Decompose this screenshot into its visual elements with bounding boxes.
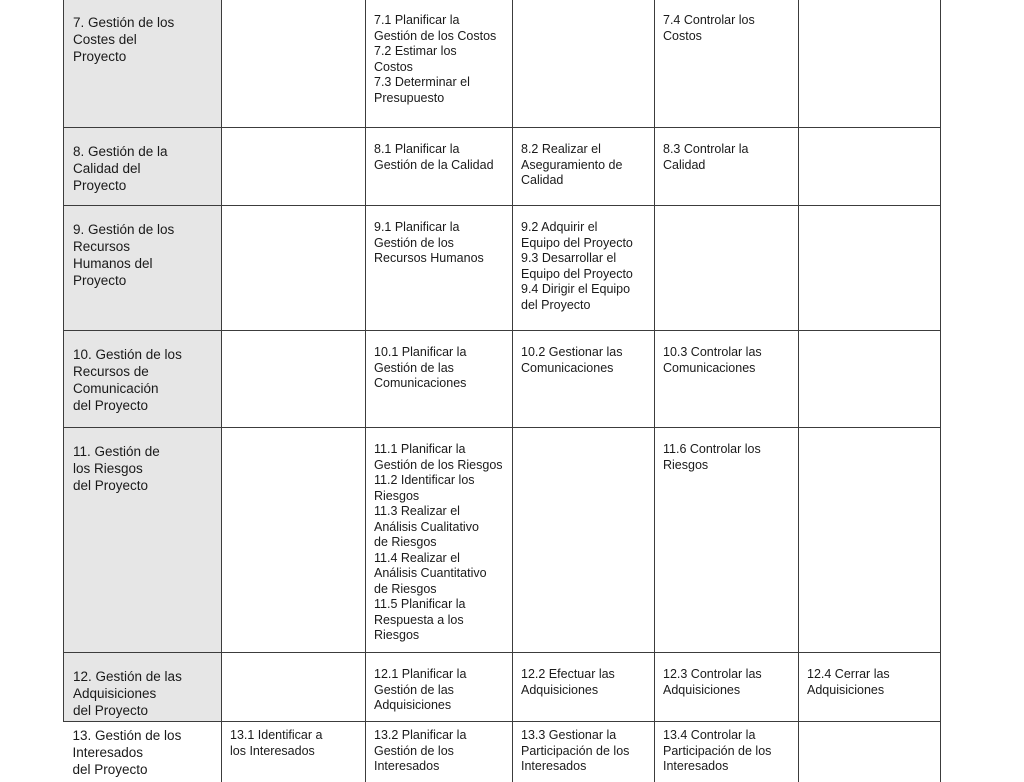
process-text: 12.4 Cerrar las Adquisiciones xyxy=(807,667,890,697)
knowledge-area-cell xyxy=(64,206,222,331)
process-cell xyxy=(655,128,799,206)
process-cell xyxy=(799,428,941,653)
process-cell xyxy=(513,653,655,722)
process-text: 12.3 Controlar las Adquisiciones xyxy=(663,667,762,697)
process-cell xyxy=(799,722,941,782)
knowledge-area-cell xyxy=(64,0,222,128)
process-cell xyxy=(513,428,655,653)
process-cell xyxy=(366,206,513,331)
process-text: 10.1 Planificar la Gestión de las Comunicaciones xyxy=(374,345,467,390)
process-text: 13.3 Gestionar la Participación de los Interesados xyxy=(521,728,630,773)
process-text: 13.4 Controlar la Participación de los Interesados xyxy=(663,728,772,773)
process-cell xyxy=(799,206,941,331)
knowledge-area-cell xyxy=(64,653,222,722)
table-row xyxy=(64,428,941,653)
process-text: 8.3 Controlar la Calidad xyxy=(663,142,749,172)
knowledge-area-cell xyxy=(64,128,222,206)
process-text: 7.1 Planificar la Gestión de los Costos 7.2 Estimar los Costos 7.3 Determinar el Presupuesto xyxy=(374,13,497,105)
process-cell xyxy=(222,128,366,206)
process-cell xyxy=(799,128,941,206)
knowledge-area-title: 9. Gestión de los Recursos Humanos del Proyecto xyxy=(73,222,175,288)
process-cell xyxy=(655,653,799,722)
process-cell xyxy=(366,128,513,206)
process-cell xyxy=(366,0,513,128)
knowledge-area-title: 11. Gestión de los Riesgos del Proyecto xyxy=(73,444,160,493)
process-text: 9.2 Adquirir el Equipo del Proyecto 9.3 Desarrollar el Equipo del Proyecto 9.4 Dirigir el Equipo del Proyecto xyxy=(521,220,633,312)
process-cell xyxy=(799,0,941,128)
process-cell xyxy=(513,206,655,331)
table-row xyxy=(64,206,941,331)
process-text: 11.6 Controlar los Riesgos xyxy=(663,442,761,472)
process-cell xyxy=(222,722,366,782)
process-cell xyxy=(513,331,655,428)
process-cell xyxy=(655,428,799,653)
process-cell xyxy=(799,331,941,428)
process-cell xyxy=(222,653,366,722)
table-row xyxy=(64,722,941,782)
knowledge-area-cell xyxy=(64,428,222,653)
process-cell xyxy=(513,0,655,128)
process-cell xyxy=(513,128,655,206)
knowledge-area-title: 12. Gestión de las Adquisiciones del Proyecto xyxy=(73,669,182,718)
process-text: 12.2 Efectuar las Adquisiciones xyxy=(521,667,615,697)
process-cell xyxy=(222,428,366,653)
table-row xyxy=(64,0,941,128)
table-row xyxy=(64,653,941,722)
knowledge-area-title: 8. Gestión de la Calidad del Proyecto xyxy=(73,144,168,193)
process-cell xyxy=(222,0,366,128)
process-cell xyxy=(513,722,655,782)
process-text: 7.4 Controlar los Costos xyxy=(663,13,755,43)
process-text: 13.1 Identificar a los Interesados xyxy=(230,728,323,758)
process-cell xyxy=(222,206,366,331)
process-text: 11.1 Planificar la Gestión de los Riesgos 11.2 Identificar los Riesgos 11.3 Realizar el Análisis Cualitativo de Riesgos 11.4 Realizar el Análisis Cuantitativo de Riesgos 11.5 Planificar la Respuesta a los Riesgos xyxy=(374,442,503,642)
process-text: 8.1 Planificar la Gestión de la Calidad xyxy=(374,142,494,172)
knowledge-area-cell xyxy=(64,331,222,428)
process-text: 12.1 Planificar la Gestión de las Adquisiciones xyxy=(374,667,467,712)
process-matrix-table xyxy=(63,0,941,782)
process-cell xyxy=(366,428,513,653)
process-cell xyxy=(366,331,513,428)
knowledge-area-title: 13. Gestión de los Interesados del Proyecto xyxy=(72,728,182,777)
process-cell xyxy=(222,331,366,428)
process-cell xyxy=(655,331,799,428)
process-cell xyxy=(799,653,941,722)
process-text: 8.2 Realizar el Aseguramiento de Calidad xyxy=(521,142,623,187)
process-text: 10.3 Controlar las Comunicaciones xyxy=(663,345,762,375)
knowledge-area-title: 10. Gestión de los Recursos de Comunicación del Proyecto xyxy=(73,347,182,413)
table-row xyxy=(64,331,941,428)
process-text: 9.1 Planificar la Gestión de los Recursos Humanos xyxy=(374,220,484,265)
process-cell xyxy=(366,653,513,722)
knowledge-area-cell xyxy=(64,722,222,782)
table-row xyxy=(64,128,941,206)
process-cell xyxy=(655,206,799,331)
process-text: 13.2 Planificar la Gestión de los Interesados xyxy=(374,728,467,773)
process-cell xyxy=(655,722,799,782)
process-cell xyxy=(366,722,513,782)
knowledge-area-title: 7. Gestión de los Costes del Proyecto xyxy=(73,15,175,64)
process-cell xyxy=(655,0,799,128)
process-text: 10.2 Gestionar las Comunicaciones xyxy=(521,345,623,375)
